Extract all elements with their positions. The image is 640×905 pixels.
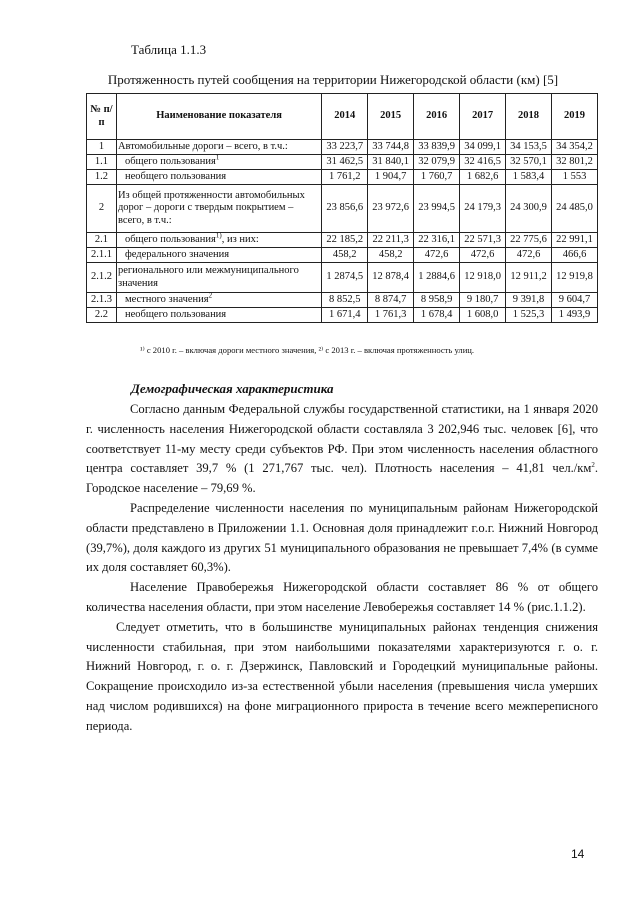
table-cell-value: 8 958,9 (414, 293, 460, 308)
row-label-suffix: , из них: (221, 233, 259, 245)
header-name: Наименование показателя (116, 94, 321, 140)
row-number: 2.1 (87, 233, 117, 248)
header-year: 2019 (552, 94, 598, 140)
paragraph: Распределение численности населения по муниципальным районам Нижегородской области представлено в Приложении 1.1. Основная доля принадлежит г.о.г. Нижний Новгород (39,7%), доля каждого из других 51 муниципального образования не превышает 7,4% (в сумме их доля составляет 60,3%). (86, 500, 598, 575)
paragraph-text: . Городское население – 79,69 %. (86, 461, 598, 496)
table-cell-value: 9 604,7 (552, 293, 598, 308)
table-cell-value: 1 760,7 (414, 170, 460, 185)
table-cell-value: 22 185,2 (322, 233, 368, 248)
table-cell-value: 472,6 (414, 248, 460, 263)
header-year: 2015 (368, 94, 414, 140)
header-year: 2017 (460, 94, 506, 140)
table-cell-value: 33 223,7 (322, 140, 368, 155)
page-number: 14 (571, 847, 585, 861)
row-number: 2.1.2 (87, 263, 117, 293)
table-cell-value: 32 801,2 (552, 155, 598, 170)
table-cell-value: 23 994,5 (414, 185, 460, 233)
table-cell-value: 472,6 (460, 248, 506, 263)
table-header-row (87, 94, 598, 140)
table-cell-value: 1 553 (552, 170, 598, 185)
table-cell-value: 22 991,1 (552, 233, 598, 248)
row-number: 2 (87, 185, 117, 233)
section-title: Демографическая характеристика (131, 381, 334, 396)
table-cell-value: 1 525,3 (506, 308, 552, 323)
table-cell-value: 22 316,1 (414, 233, 460, 248)
table-cell-value: 12 918,0 (460, 263, 506, 293)
table-cell-value: 22 775,6 (506, 233, 552, 248)
row-number: 2.1.1 (87, 248, 117, 263)
row-number: 1.2 (87, 170, 117, 185)
paragraph: Население Правобережья Нижегородской области составляет 86 % от общего количества населения области, при этом население Левобережья составляет 14 % (рис.1.1.2). (86, 580, 598, 614)
table-cell-value: 32 079,9 (414, 155, 460, 170)
table-cell-value: 8 874,7 (368, 293, 414, 308)
table-cell-value: 1 761,3 (368, 308, 414, 323)
header-no: № п/п (87, 94, 117, 140)
table-row (87, 248, 598, 263)
footnote-marker: 1 (215, 153, 220, 162)
table-row (87, 155, 598, 170)
footnote-marker: 2 (208, 291, 213, 300)
table-row (87, 308, 598, 323)
row-label (116, 233, 321, 248)
table-cell-value: 31 840,1 (368, 155, 414, 170)
row-number: 2.1.3 (87, 293, 117, 308)
row-label-text: необщего пользования (124, 170, 227, 182)
table-cell-value: 1 682,6 (460, 170, 506, 185)
table-row (87, 170, 598, 185)
paragraph (86, 400, 598, 499)
header-year: 2018 (506, 94, 552, 140)
row-label-text: местного значения (124, 293, 209, 305)
row-label-text: необщего пользования (124, 308, 227, 320)
body-text (86, 400, 598, 737)
table-footnote: ¹⁾ с 2010 г. – включая дороги местного значения, ²⁾ с 2013 г. – включая протяженность улиц. (140, 345, 475, 355)
table-cell-value: 23 972,6 (368, 185, 414, 233)
table-cell-value: 34 354,2 (552, 140, 598, 155)
table-row (87, 185, 598, 233)
header-year: 2014 (322, 94, 368, 140)
table-row (87, 233, 598, 248)
table-caption: Протяженность путей сообщения на территории Нижегородской области (км) [5] (107, 72, 559, 87)
table-cell-value: 24 300,9 (506, 185, 552, 233)
table-row (87, 263, 598, 293)
row-label (116, 293, 321, 308)
row-number: 1 (87, 140, 117, 155)
row-label (116, 155, 321, 170)
row-label-text: Из общей протяженности автомобильных дорог – дороги с твердым покрытием – всего, в т.ч.: (117, 190, 305, 226)
table-cell-value: 34 153,5 (506, 140, 552, 155)
table-cell-value: 33 839,9 (414, 140, 460, 155)
table-cell-value: 33 744,8 (368, 140, 414, 155)
row-label (116, 170, 321, 185)
row-label (116, 308, 321, 323)
table-cell-value: 22 211,3 (368, 233, 414, 248)
superscript: 2 (591, 461, 595, 470)
row-number: 1.1 (87, 155, 117, 170)
table-cell-value: 458,2 (368, 248, 414, 263)
table-cell-value: 32 570,1 (506, 155, 552, 170)
row-label (116, 185, 321, 233)
table-cell-value: 1 2874,5 (322, 263, 368, 293)
row-label (116, 140, 321, 155)
table-cell-value: 32 416,5 (460, 155, 506, 170)
row-label-text: общего пользования (124, 155, 216, 167)
paragraph-text: Согласно данным Федеральной службы государственной статистики, на 1 января 2020 г. численность населения Нижегородской области составляла 3 202,946 тыс. человек [6], что соответствует 11-му месту среди субъектов РФ. При этом численность населения областного центра составляет 39,7 % (1 271,767 тыс. чел). Плотность населения – 41,81 чел./км (86, 402, 598, 476)
table-cell-value: 9 180,7 (460, 293, 506, 308)
row-label (116, 248, 321, 263)
table-label: Таблица 1.1.3 (131, 42, 207, 57)
table-row (87, 140, 598, 155)
paragraph: Следует отметить, что в большинстве муниципальных районах тенденция снижения численности стабильная, при этом наибольшими показателями характеризуются г. о. г. Нижний Новгород, г. о. г. Дзержинск, Павловский и Городецкий муниципальные районы. Сокращение происходило из-за естественной убыли населения (превышения числа умерших над числом родившихся) на фоне миграционного прироста в течение всего межпереписного периода. (86, 619, 598, 733)
table-cell-value: 1 761,2 (322, 170, 368, 185)
row-number: 2.2 (87, 308, 117, 323)
table-cell-value: 31 462,5 (322, 155, 368, 170)
table-cell-value: 22 571,3 (460, 233, 506, 248)
row-label-text: регионального или межмуниципального значения (117, 265, 299, 289)
table-cell-value: 466,6 (552, 248, 598, 263)
row-label-text: Автомобильные дороги – всего, в т.ч.: (117, 140, 288, 152)
header-year: 2016 (414, 94, 460, 140)
table-cell-value: 34 099,1 (460, 140, 506, 155)
footnote-marker: 1) (215, 231, 222, 240)
table-cell-value: 23 856,6 (322, 185, 368, 233)
row-label-text: общего пользования (124, 233, 216, 245)
table-cell-value: 8 852,5 (322, 293, 368, 308)
table-cell-value: 12 878,4 (368, 263, 414, 293)
table-cell-value: 1 2884,6 (414, 263, 460, 293)
table-cell-value: 24 179,3 (460, 185, 506, 233)
row-label-text: федерального значения (124, 248, 230, 260)
table-cell-value: 24 485,0 (552, 185, 598, 233)
row-label (116, 263, 321, 293)
table-cell-value: 9 391,8 (506, 293, 552, 308)
table-cell-value: 458,2 (322, 248, 368, 263)
table-cell-value: 472,6 (506, 248, 552, 263)
table-row (87, 293, 598, 308)
table-cell-value: 1 583,4 (506, 170, 552, 185)
table-cell-value: 1 671,4 (322, 308, 368, 323)
road-length-table (86, 93, 598, 323)
table-cell-value: 1 493,9 (552, 308, 598, 323)
table-cell-value: 12 911,2 (506, 263, 552, 293)
table-cell-value: 12 919,8 (552, 263, 598, 293)
table-cell-value: 1 678,4 (414, 308, 460, 323)
table-cell-value: 1 904,7 (368, 170, 414, 185)
table-cell-value: 1 608,0 (460, 308, 506, 323)
